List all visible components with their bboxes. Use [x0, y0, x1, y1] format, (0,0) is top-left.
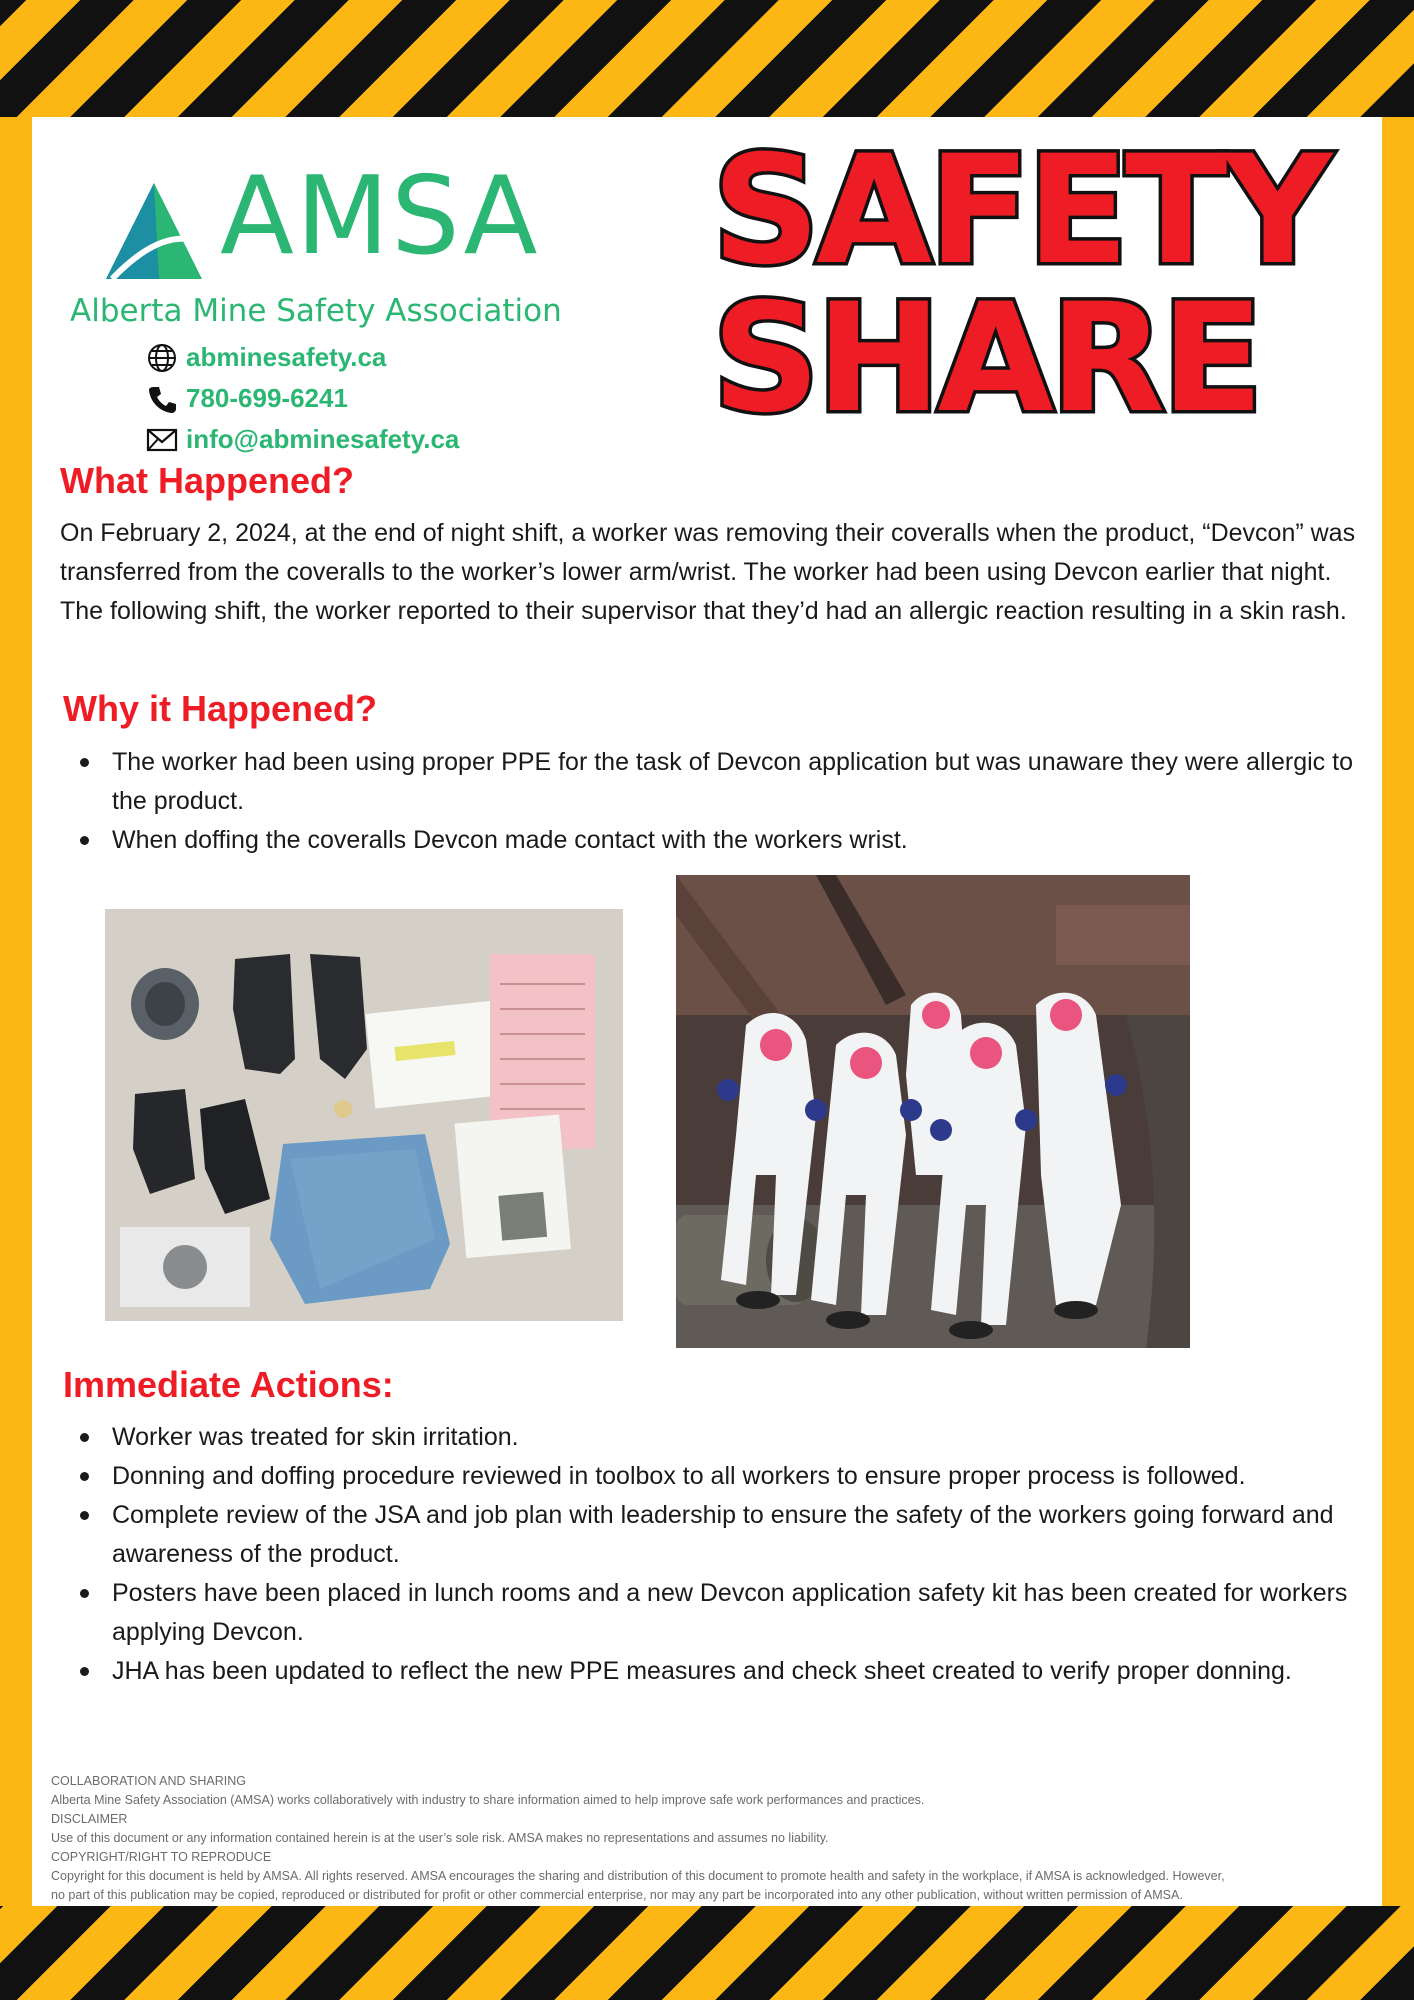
immediate-actions-heading: Immediate Actions: [63, 1364, 394, 1405]
hazard-stripe-bottom [0, 1906, 1414, 2000]
copyright-text-line-1: Copyright for this document is held by AMSA. All rights reserved. AMSA encourages the sharing and distribution of this document to promote health and safety in the workplace, if AMSA is acknowledged. However, [51, 1869, 1225, 1883]
contact-info [146, 337, 459, 460]
immediate-actions-list [60, 1418, 1360, 1691]
why-happened-heading: Why it Happened? [63, 688, 377, 729]
hazard-stripe-top [0, 0, 1414, 117]
collaboration-heading: COLLABORATION AND SHARING [51, 1774, 246, 1788]
safety-share-title [712, 124, 1328, 446]
list-item: The worker had been using proper PPE for the task of Devcon application but was unaware they were allergic to the product. [60, 743, 1360, 821]
phone-row[interactable] [146, 378, 459, 419]
legal-footer [51, 1772, 1391, 1905]
website-link[interactable]: abminesafety.ca [186, 342, 387, 372]
disclaimer-text: Use of this document or any information contained herein is at the user’s sole risk. AMSA makes no representations and assumes no liability. [51, 1831, 829, 1845]
list-item: Posters have been placed in lunch rooms and a new Devcon application safety kit has been created for workers applying Devcon. [60, 1574, 1360, 1652]
phone-icon [146, 383, 178, 415]
workers-in-coveralls-photo [676, 875, 1190, 1348]
globe-icon [146, 342, 178, 374]
amsa-wordmark: AMSA [220, 154, 540, 279]
amsa-logo-block [70, 147, 590, 454]
copyright-heading: COPYRIGHT/RIGHT TO REPRODUCE [51, 1850, 272, 1864]
list-item: Donning and doffing procedure reviewed in toolbox to all workers to ensure proper process is followed. [60, 1457, 1360, 1496]
copyright-text-line-2: no part of this publication may be copied, reproduced or distributed for profit or other commercial enterprise, nor may any part be incorporated into any other publication, without written permission of AMSA. [51, 1888, 1183, 1902]
email-link[interactable]: info@abminesafety.ca [186, 424, 460, 454]
envelope-icon [146, 424, 178, 456]
disclaimer-heading: DISCLAIMER [51, 1812, 128, 1826]
title-line-1: SAFETY [712, 124, 1328, 298]
safety-share-sheet [32, 117, 1382, 1906]
list-item: JHA has been updated to reflect the new PPE measures and check sheet created to verify proper donning. [60, 1652, 1360, 1691]
title-line-2: SHARE [712, 272, 1260, 446]
collaboration-text: Alberta Mine Safety Association (AMSA) works collaboratively with industry to share information aimed to help improve safe work performances and practices. [51, 1793, 925, 1807]
why-happened-list [60, 743, 1360, 860]
email-row[interactable] [146, 419, 459, 460]
list-item: Worker was treated for skin irritation. [60, 1418, 1360, 1457]
website-row[interactable] [146, 337, 459, 378]
what-happened-text: On February 2, 2024, at the end of night shift, a worker was removing their coveralls when the product, “Devcon” was transferred from the coveralls to the worker’s lower arm/wrist. The worker had been using Devcon earlier that night. The following shift, the worker reported to their supervisor that they’d had an allergic reaction resulting in a skin rash. [60, 519, 1356, 625]
list-item: Complete review of the JSA and job plan with leadership to ensure the safety of the workers going forward and awareness of the product. [60, 1496, 1360, 1574]
list-item: When doffing the coveralls Devcon made contact with the workers wrist. [60, 821, 1360, 860]
phone-number[interactable]: 780-699-6241 [186, 383, 348, 413]
what-happened-heading: What Happened? [60, 460, 354, 501]
ppe-items-photo [105, 909, 623, 1321]
amsa-full-name: Alberta Mine Safety Association [70, 293, 562, 329]
amsa-triangle-logo-icon [104, 181, 204, 281]
